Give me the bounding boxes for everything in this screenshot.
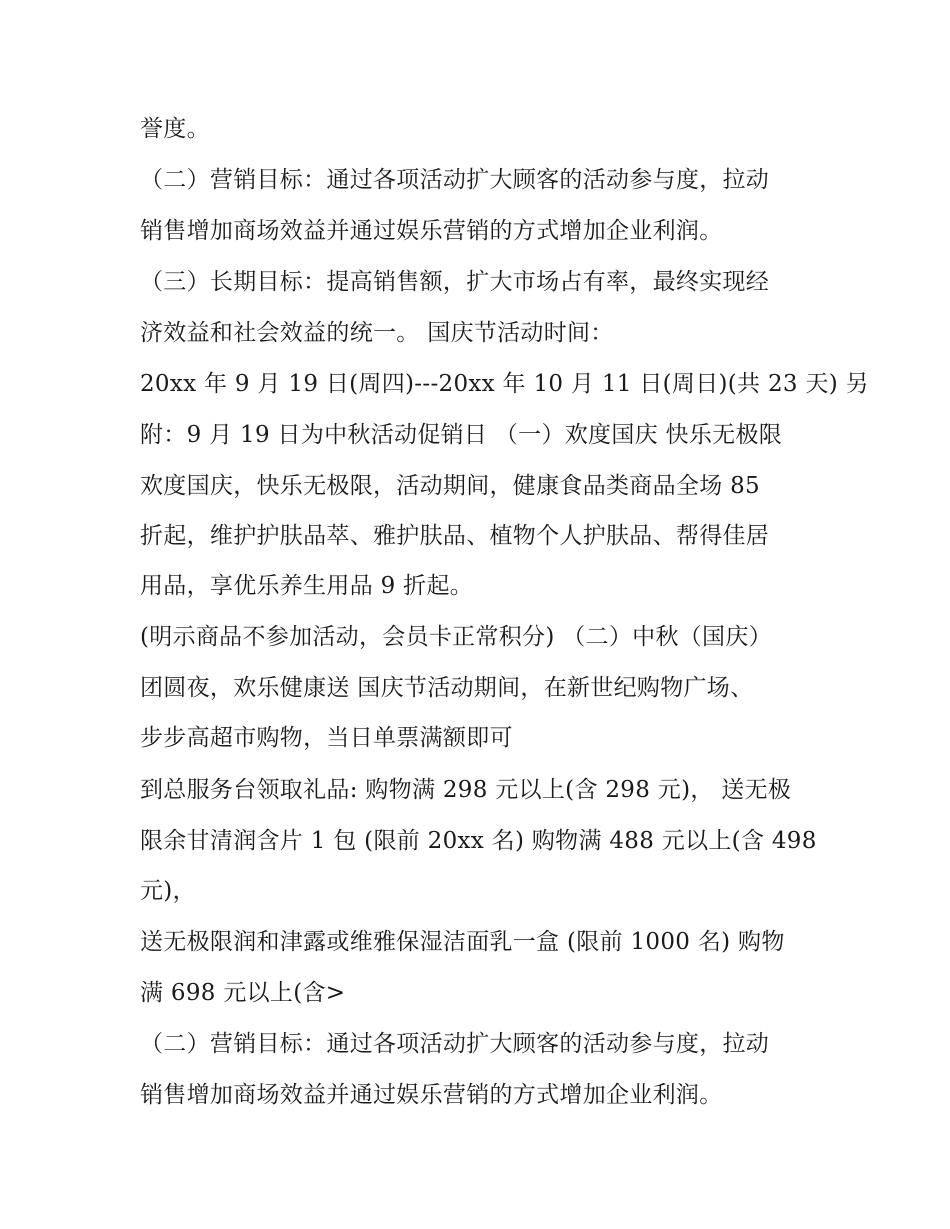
- text-line: 团圆夜，欢乐健康送 国庆节活动期间，在新世纪购物广场、: [140, 675, 754, 701]
- text-line: （三）长期目标：提高销售额，扩大市场占有率，最终实现经: [140, 269, 770, 295]
- text-line: 欢度国庆，快乐无极限，活动期间，健康食品类商品全场 85: [140, 473, 760, 499]
- text-line: （二）营销目标：通过各项活动扩大顾客的活动参与度，拉动: [140, 1031, 770, 1057]
- text-line: 元)，: [140, 878, 196, 904]
- text-line: 20xx 年 9 月 19 日(周四)---20xx 年 10 月 11 日(周日)(共 23 天) 另: [140, 371, 869, 397]
- text-line: 济效益和社会效益的统一。 国庆节活动时间：: [140, 320, 614, 346]
- text-line: （二）营销目标：通过各项活动扩大顾客的活动参与度，拉动: [140, 167, 770, 193]
- text-line: 销售增加商场效益并通过娱乐营销的方式增加企业利润。: [140, 1082, 723, 1108]
- text-line: 附：9 月 19 日为中秋活动促销日 （一）欢度国庆 快乐无极限: [140, 422, 783, 448]
- text-line: 步步高超市购物，当日单票满额即可: [140, 725, 513, 751]
- text-line: 用品，享优乐养生用品 9 折起。: [140, 573, 474, 599]
- text-line: 到总服务台领取礼品: 购物满 298 元以上(含 298 元)， 送无极: [140, 777, 792, 803]
- text-line: 折起，维护护肤品萃、雅护肤品、植物个人护肤品、帮得佳居: [140, 523, 770, 549]
- text-line: 限余甘清润含片 1 包 (限前 20xx 名) 购物满 488 元以上(含 498: [140, 828, 817, 854]
- text-line: 送无极限润和津露或维雅保湿洁面乳一盒 (限前 1000 名) 购物: [140, 929, 785, 955]
- text-line: 誉度。: [140, 116, 210, 142]
- text-line: 满 698 元以上(含>: [140, 980, 346, 1006]
- text-line: (明示商品不参加活动，会员卡正常积分) （二）中秋（国庆）: [140, 624, 772, 650]
- text-line: 销售增加商场效益并通过娱乐营销的方式增加企业利润。: [140, 218, 723, 244]
